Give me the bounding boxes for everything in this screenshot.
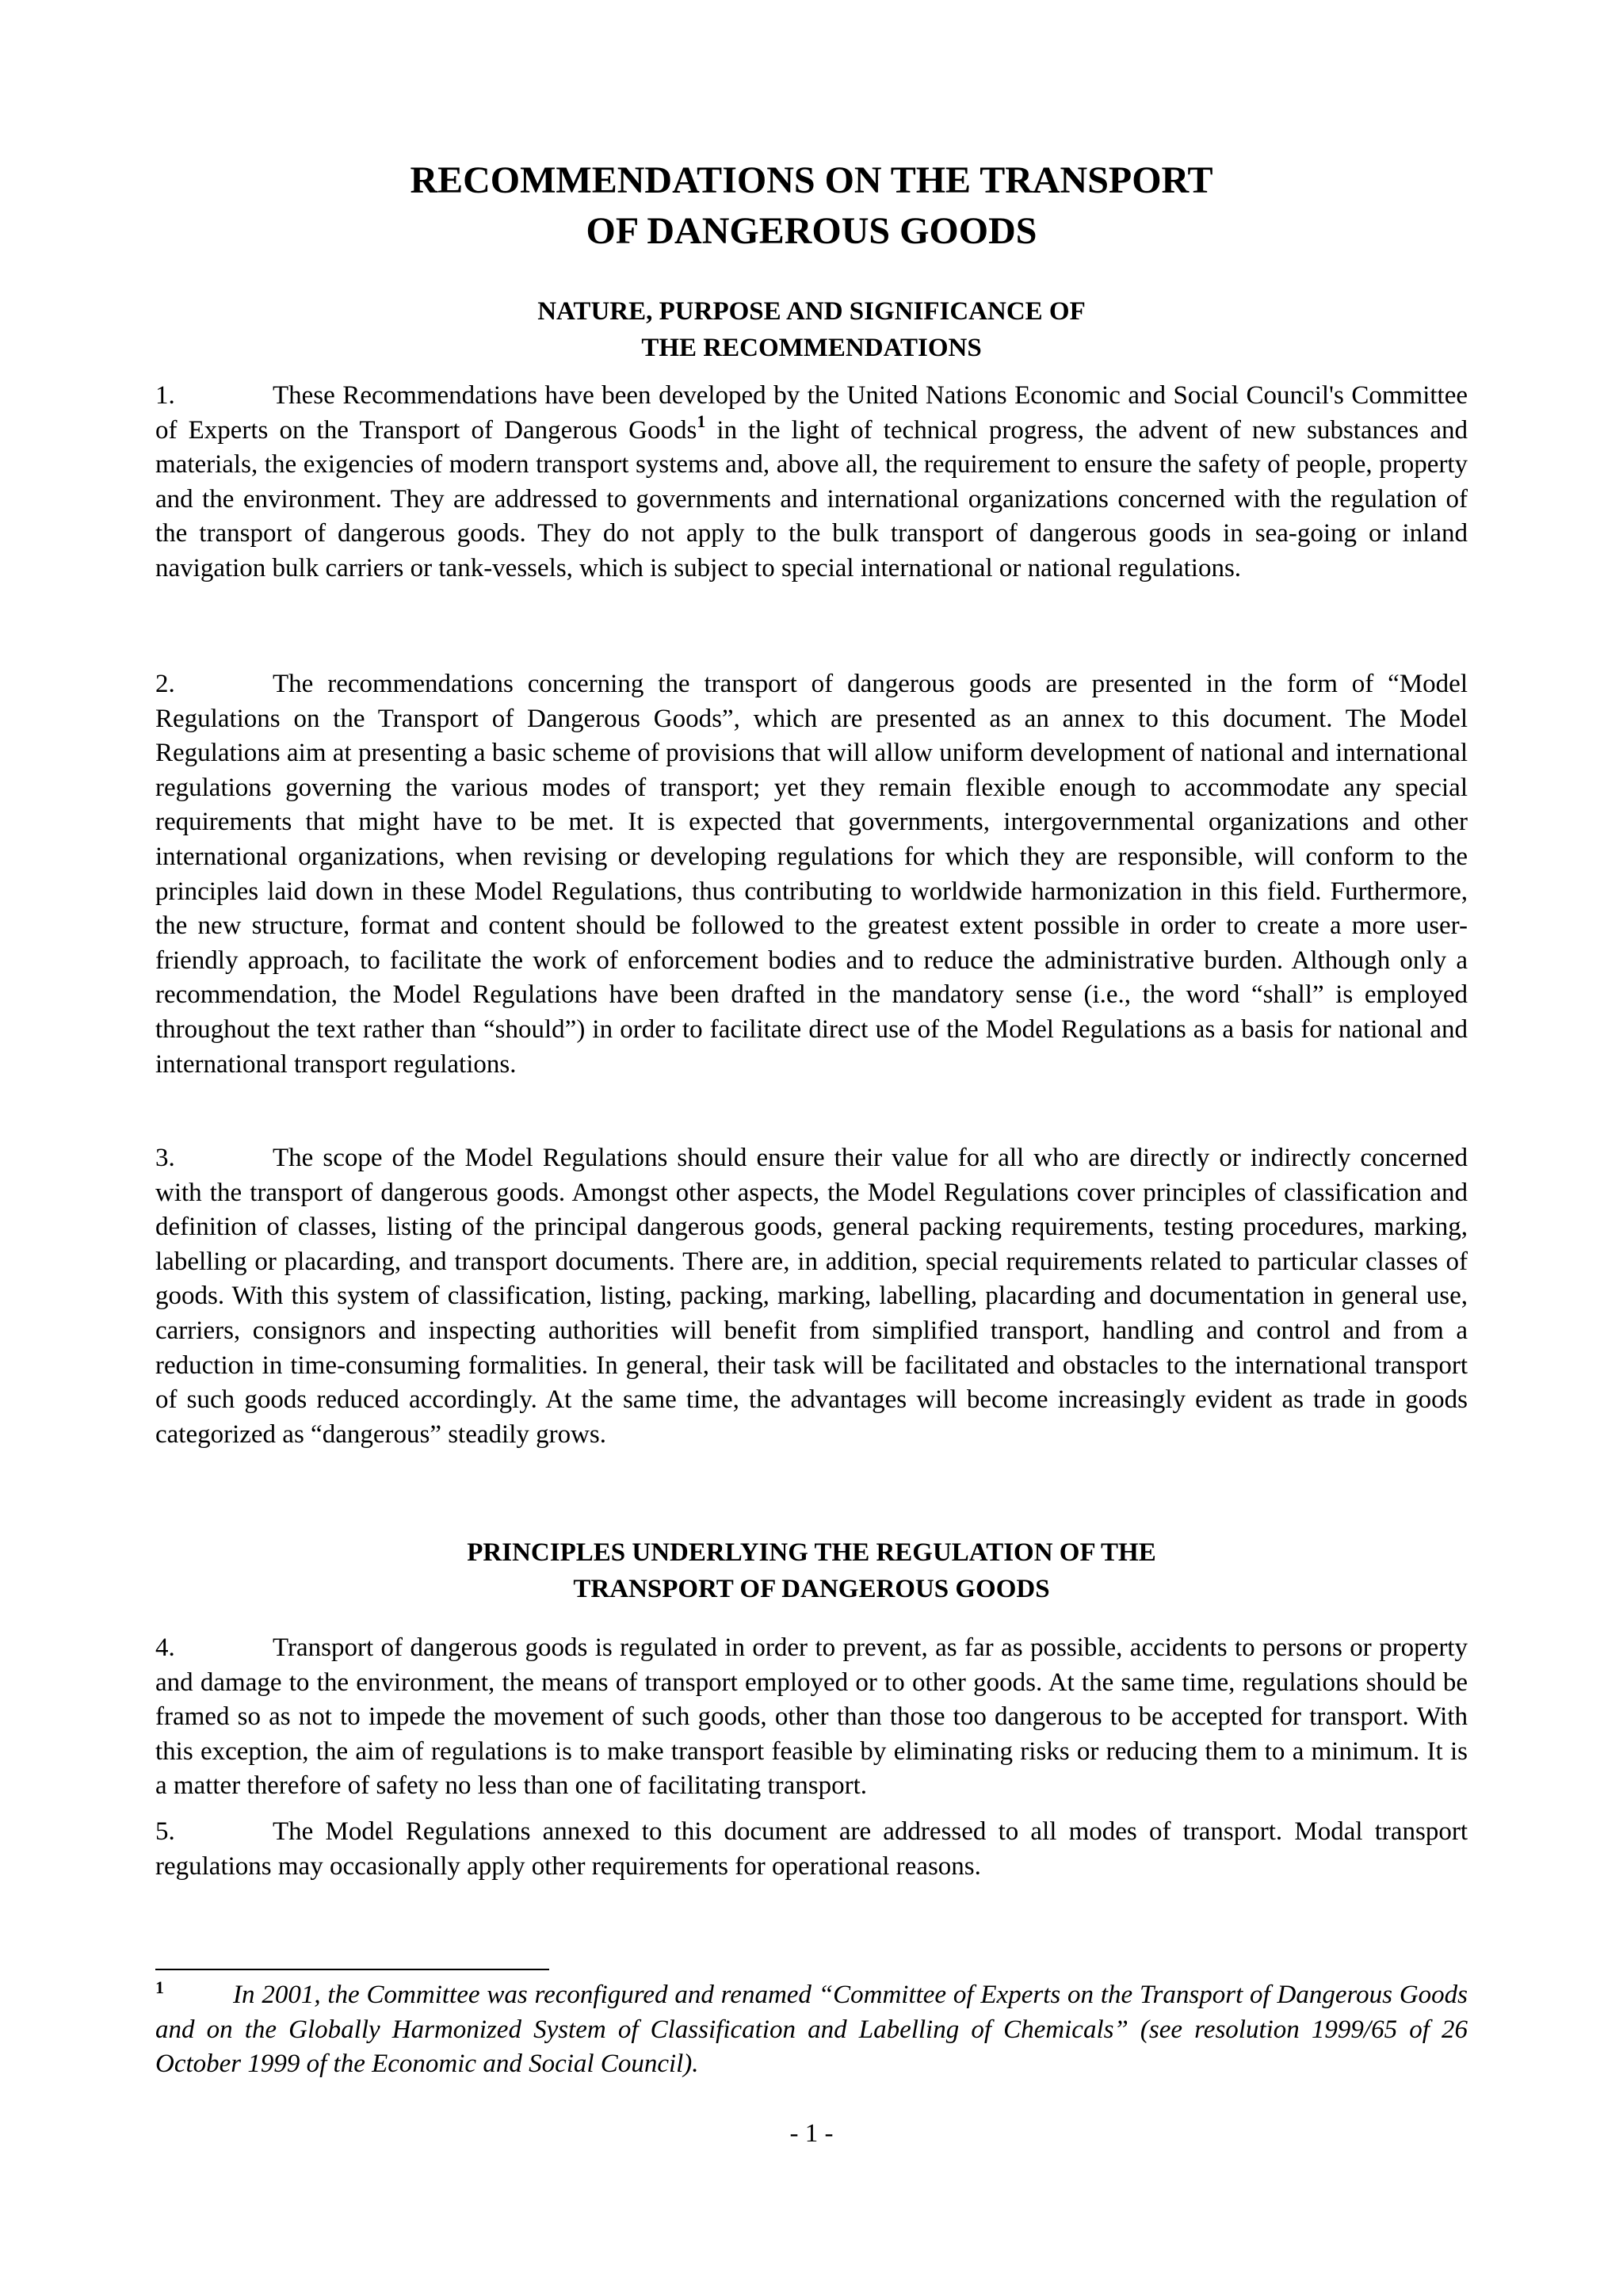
paragraph-1 xyxy=(155,379,1468,586)
paragraph-text: The Model Regulations annexed to this document are addressed to all modes of transport. Modal transport regulations may occasionally apply other requirements for operational reasons. xyxy=(155,1817,1468,1881)
footnote-separator xyxy=(155,1969,549,1970)
section-heading-line-1: NATURE, PURPOSE AND SIGNIFICANCE OF xyxy=(537,297,1086,326)
footnote-text: In 2001, the Committee was reconfigured and renamed “Committee of Experts on the Transport of Dangerous Goods and on the Globally Harmonized System of Classification and Labelling of Chemicals” (see resolution 1999/65 of 26 October 1999 of the Economic and Social Council). xyxy=(155,1981,1468,2079)
document-title xyxy=(0,155,1623,257)
section-heading-line-2: THE RECOMMENDATIONS xyxy=(641,334,982,362)
paragraph-5 xyxy=(155,1815,1468,1884)
paragraph-text: These Recommendations have been developed by the United Nations Economic and Social Council's Committee of Experts on the Transport of Dangerous Goods xyxy=(155,381,1468,445)
footnote: 1 In 2001, the Committee was reconfigured and renamed “Committee of Experts on the Transport of Dangerous Goods and on the Globally Harmonized System of Classification and Labelling of Chemicals” (see resolution 1999/65 of 26 October 1999 of the Economic and Social Council). xyxy=(155,1977,1468,2079)
page-number: - 1 - xyxy=(789,2119,834,2148)
paragraph-text-continued: in the light of technical progress, the advent of new substances and materials, the exigencies of modern transport systems and, above all, the requirement to ensure the safety of people, property and the environment. They are addressed to governments and international organizations concerned with the regulation of the transport of dangerous goods. They do not apply to the bulk transport of dangerous goods in sea-going or inland navigation bulk carriers or tank-vessels, which is subject to special international or national regulations. xyxy=(155,415,1468,583)
paragraph-2 xyxy=(155,667,1468,1082)
section-heading-line-1: PRINCIPLES UNDERLYING THE REGULATION OF THE xyxy=(467,1538,1156,1567)
section-heading-line-2: TRANSPORT OF DANGEROUS GOODS xyxy=(573,1575,1050,1603)
paragraph-number: 1. xyxy=(155,381,175,410)
paragraph-number: 5. xyxy=(155,1817,175,1846)
paragraph-4 xyxy=(155,1631,1468,1804)
paragraph-3 xyxy=(155,1141,1468,1452)
document-title-line-1: RECOMMENDATIONS ON THE TRANSPORT xyxy=(410,159,1213,201)
paragraph-text: The recommendations concerning the transport of dangerous goods are presented in the form of “Model Regulations on the Transport of Dangerous Goods”, which are presented as an annex to this document. The Model Regulations aim at presenting a basic scheme of provisions that will allow uniform development of national and international regulations governing the various modes of transport; yet they remain flexible enough to accommodate any special requirements that might have to be met. It is expected that governments, intergovernmental organizations and other international organizations, when revising or developing regulations for which they are responsible, will conform to the principles laid down in these Model Regulations, thus contributing to worldwide harmonization in this field. Furthermore, the new structure, format and content should be followed to the greatest extent possible in order to create a more user-friendly approach, to facilitate the work of enforcement bodies and to reduce the administrative burden. Although only a recommendation, the Model Regulations have been drafted in the mandatory sense (i.e., the word “shall” is employed throughout the text rather than “should”) in order to facilitate direct use of the Model Regulations as a basis for national and international transport regulations. xyxy=(155,670,1468,1079)
section-heading-nature-purpose xyxy=(0,293,1623,366)
paragraph-number: 3. xyxy=(155,1144,175,1172)
footnote-reference: 1 xyxy=(697,411,706,431)
paragraph-text: Transport of dangerous goods is regulated in order to prevent, as far as possible, accidents to persons or property and damage to the environment, the means of transport employed or to other goods. At the same time, regulations should be framed so as not to impede the movement of such goods, other than those too dangerous to be accepted for transport. With this exception, the aim of regulations is to make transport feasible by eliminating risks or reducing them to a minimum. It is a matter therefore of safety no less than one of facilitating transport. xyxy=(155,1633,1468,1801)
document-title-line-2: OF DANGEROUS GOODS xyxy=(586,210,1037,252)
paragraph-text: The scope of the Model Regulations should ensure their value for all who are directly or indirectly concerned with the transport of dangerous goods. Amongst other aspects, the Model Regulations cover principles of classification and definition of classes, listing of the principal dangerous goods, general packing requirements, testing procedures, marking, labelling or placarding, and transport documents. There are, in addition, special requirements related to particular classes of goods. With this system of classification, listing, packing, marking, labelling, placarding and documentation in general use, carriers, consignors and inspecting authorities will benefit from simplified transport, handling and control and from a reduction in time-consuming formalities. In general, their task will be facilitated and obstacles to the international transport of such goods reduced accordingly. At the same time, the advantages will become increasingly evident as trade in goods categorized as “dangerous” steadily grows. xyxy=(155,1144,1468,1449)
paragraph-number: 4. xyxy=(155,1633,175,1662)
paragraph-number: 2. xyxy=(155,670,175,698)
section-heading-principles xyxy=(0,1534,1623,1607)
